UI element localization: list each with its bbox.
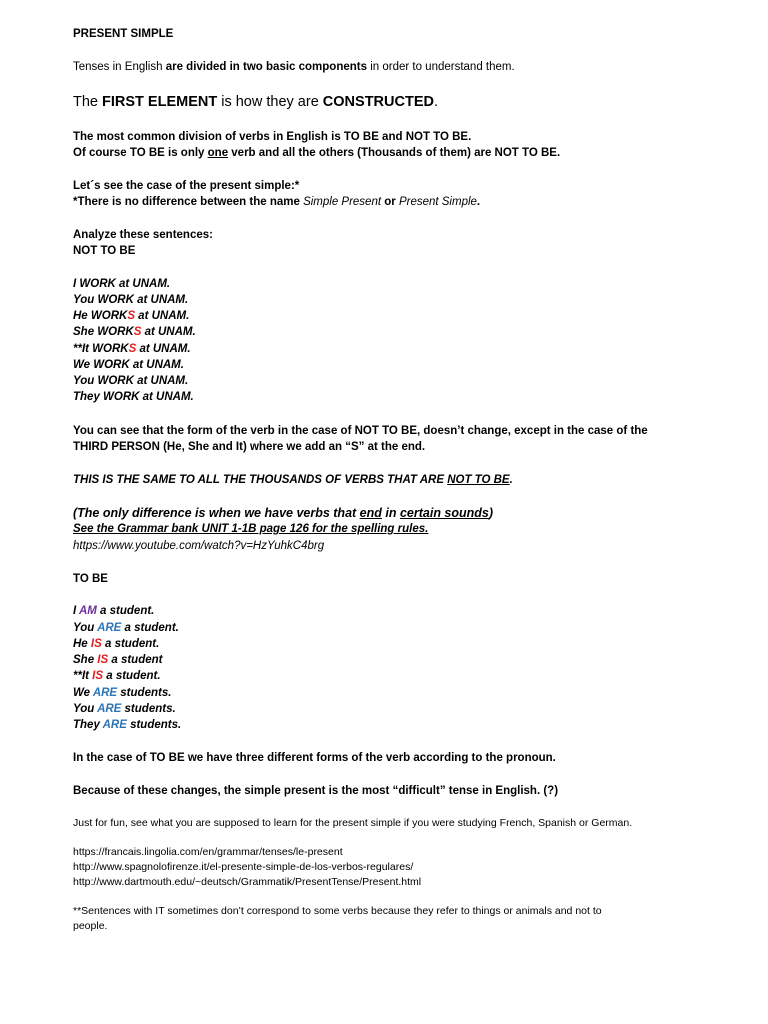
sentence-text: **It WORK xyxy=(73,343,129,355)
division-line-2 xyxy=(73,146,560,160)
sentence-text: They WORK at UNAM. xyxy=(73,391,194,403)
be-sentence xyxy=(73,702,176,716)
name-note-line xyxy=(73,195,480,209)
be-sentence xyxy=(73,669,161,683)
third-person-s: S xyxy=(128,343,137,355)
sentence-subject: You xyxy=(73,703,98,715)
sentence-subject: **It xyxy=(73,670,93,682)
sentence-subject: You xyxy=(73,622,98,634)
be-sentence xyxy=(73,718,181,732)
be-sentence xyxy=(73,686,171,700)
verb-are: ARE xyxy=(97,622,122,634)
analyze-line: Analyze these sentences: xyxy=(73,229,213,241)
division-text-end: verb and all the others (Thousands of them) are NOT TO BE. xyxy=(228,147,561,159)
intro-line xyxy=(73,60,515,74)
verb-is: IS xyxy=(92,670,104,682)
heading-the: The xyxy=(73,94,103,110)
first-element-heading xyxy=(73,93,438,111)
explain-text-end: , doesn’t change, except in the case of the xyxy=(417,425,648,437)
sentence-rest: a student. xyxy=(121,622,179,634)
note-present-simple: Present Simple xyxy=(398,196,477,208)
verb-am: AM xyxy=(78,605,97,617)
work-sentence xyxy=(73,293,188,307)
be-sentence xyxy=(73,604,154,618)
sentence-text-end: at UNAM. xyxy=(141,326,196,338)
be-sentence xyxy=(73,621,179,635)
difference-end-word: end xyxy=(359,506,382,520)
difficult-text: Because of these changes, xyxy=(73,785,224,797)
same-end: . xyxy=(509,474,513,486)
youtube-link[interactable]: https://www.youtube.com/watch?v=HzYuhkC4brg xyxy=(73,540,325,552)
three-forms-to-be: TO BE xyxy=(149,752,185,764)
sentence-text: He WORK xyxy=(73,310,128,322)
explain-s: “S” xyxy=(345,441,365,453)
work-sentence xyxy=(73,390,194,404)
sentence-rest: a student. xyxy=(96,605,155,617)
note-end: . xyxy=(476,196,481,208)
difficult-end: is the most “difficult” tense in English. (?) xyxy=(325,785,559,797)
verb-are: ARE xyxy=(92,687,118,699)
be-sentence xyxy=(73,653,162,667)
sentence-rest: a student. xyxy=(101,638,160,650)
sentence-text-end: at UNAM. xyxy=(136,343,191,355)
sentence-rest: a student xyxy=(108,654,163,666)
explain-text: where we add an xyxy=(246,441,346,453)
heading-constructed: CONSTRUCTED xyxy=(322,94,434,110)
heading-first-element: FIRST ELEMENT xyxy=(102,94,218,110)
verb-are: ARE xyxy=(102,719,127,731)
link-french[interactable]: https://francais.lingolia.com/en/grammar/tenses/le-present xyxy=(73,846,343,858)
explain-third-person: THIRD PERSON (He, She and It) xyxy=(73,441,247,453)
work-sentence xyxy=(73,358,184,372)
sentence-rest: students. xyxy=(121,703,176,715)
difficult-simple-present: the simple present xyxy=(223,785,326,797)
same-text: THIS IS THE SAME TO ALL THE THOUSANDS OF VERBS THAT ARE xyxy=(73,474,448,486)
division-text: Of course TO BE is only xyxy=(73,147,208,159)
difference-line xyxy=(73,505,493,521)
difference-text: (The only difference is when we have verbs that xyxy=(73,506,360,520)
same-rule-line xyxy=(73,473,513,487)
work-sentence xyxy=(73,309,189,323)
note-simple-present: Simple Present xyxy=(303,196,382,208)
intro-text-end: in order to understand them. xyxy=(367,61,515,73)
difference-close: ) xyxy=(488,506,494,520)
explain-text: You can see that the form of the verb in the case of xyxy=(73,425,355,437)
intro-text: Tenses in English xyxy=(73,61,166,73)
work-sentence xyxy=(73,325,196,339)
be-sentence xyxy=(73,637,159,651)
division-line-1: The most common division of verbs in English is TO BE and NOT TO BE. xyxy=(73,131,472,143)
three-forms-line xyxy=(73,751,556,765)
note-text: *There is no difference between the name xyxy=(73,196,304,208)
sentence-subject: We xyxy=(73,687,93,699)
note-or: or xyxy=(381,196,399,208)
sentence-rest: a student. xyxy=(103,670,161,682)
sentence-text: You WORK at UNAM. xyxy=(73,294,189,306)
difficult-line xyxy=(73,784,558,798)
explain-not-to-be: NOT TO BE xyxy=(354,425,417,437)
third-person-s: S xyxy=(133,326,142,338)
sentence-text: She WORK xyxy=(73,326,134,338)
explanation-line-2 xyxy=(73,440,425,454)
three-forms-text: In the case of xyxy=(73,752,150,764)
sentence-subject: I xyxy=(73,605,79,617)
sentence-subject: She xyxy=(73,654,98,666)
work-sentence xyxy=(73,277,170,291)
sentence-rest: students. xyxy=(117,687,172,699)
not-to-be-heading: NOT TO BE xyxy=(73,245,136,257)
division-one: one xyxy=(207,147,229,159)
footnote-line-1: **Sentences with IT sometimes don’t correspond to some verbs because they refer to things or animals and not to xyxy=(73,905,602,917)
page-title: PRESENT SIMPLE xyxy=(73,28,174,40)
sentence-subject: He xyxy=(73,638,91,650)
difference-certain-sounds: certain sounds xyxy=(399,506,489,520)
verb-are: ARE xyxy=(97,703,122,715)
link-german[interactable]: http://www.dartmouth.edu/~deutsch/Grammatik/PresentTense/Present.html xyxy=(73,876,422,888)
sentence-text: We WORK at UNAM. xyxy=(73,359,184,371)
footnote-line-2: people. xyxy=(73,920,108,932)
intro-bold: are divided in two basic components xyxy=(165,61,367,73)
link-spanish[interactable]: http://www.spagnolofirenze.it/el-presente-simple-de-los-verbos-regulares/ xyxy=(73,861,414,873)
just-for-fun-line: Just for fun, see what you are supposed to learn for the present simple if you were studying French, Spanish or German. xyxy=(73,817,633,829)
heading-end: . xyxy=(433,94,438,110)
work-sentence xyxy=(73,342,191,356)
same-not-to-be: NOT TO BE xyxy=(447,474,510,486)
grammar-bank-line: See the Grammar bank UNIT 1-1B page 126 for the spelling rules. xyxy=(73,523,429,535)
work-sentence xyxy=(73,374,188,388)
lets-see-line: Let´s see the case of the present simple:* xyxy=(73,180,300,192)
sentence-text-end: at UNAM. xyxy=(134,310,190,322)
explanation-line-1 xyxy=(73,424,648,438)
heading-mid: is how they are xyxy=(217,94,323,110)
verb-is: IS xyxy=(90,638,102,650)
three-forms-end: we have three different forms of the verb according to the pronoun. xyxy=(184,752,556,764)
sentence-text: I WORK at UNAM. xyxy=(73,278,171,290)
difference-in: in xyxy=(381,506,400,520)
sentence-text: You WORK at UNAM. xyxy=(73,375,189,387)
verb-is: IS xyxy=(97,654,109,666)
to-be-heading: TO BE xyxy=(73,573,108,585)
sentence-rest: students. xyxy=(126,719,182,731)
third-person-s: S xyxy=(127,310,135,322)
sentence-subject: They xyxy=(73,719,103,731)
explain-end: at the end. xyxy=(364,441,426,453)
